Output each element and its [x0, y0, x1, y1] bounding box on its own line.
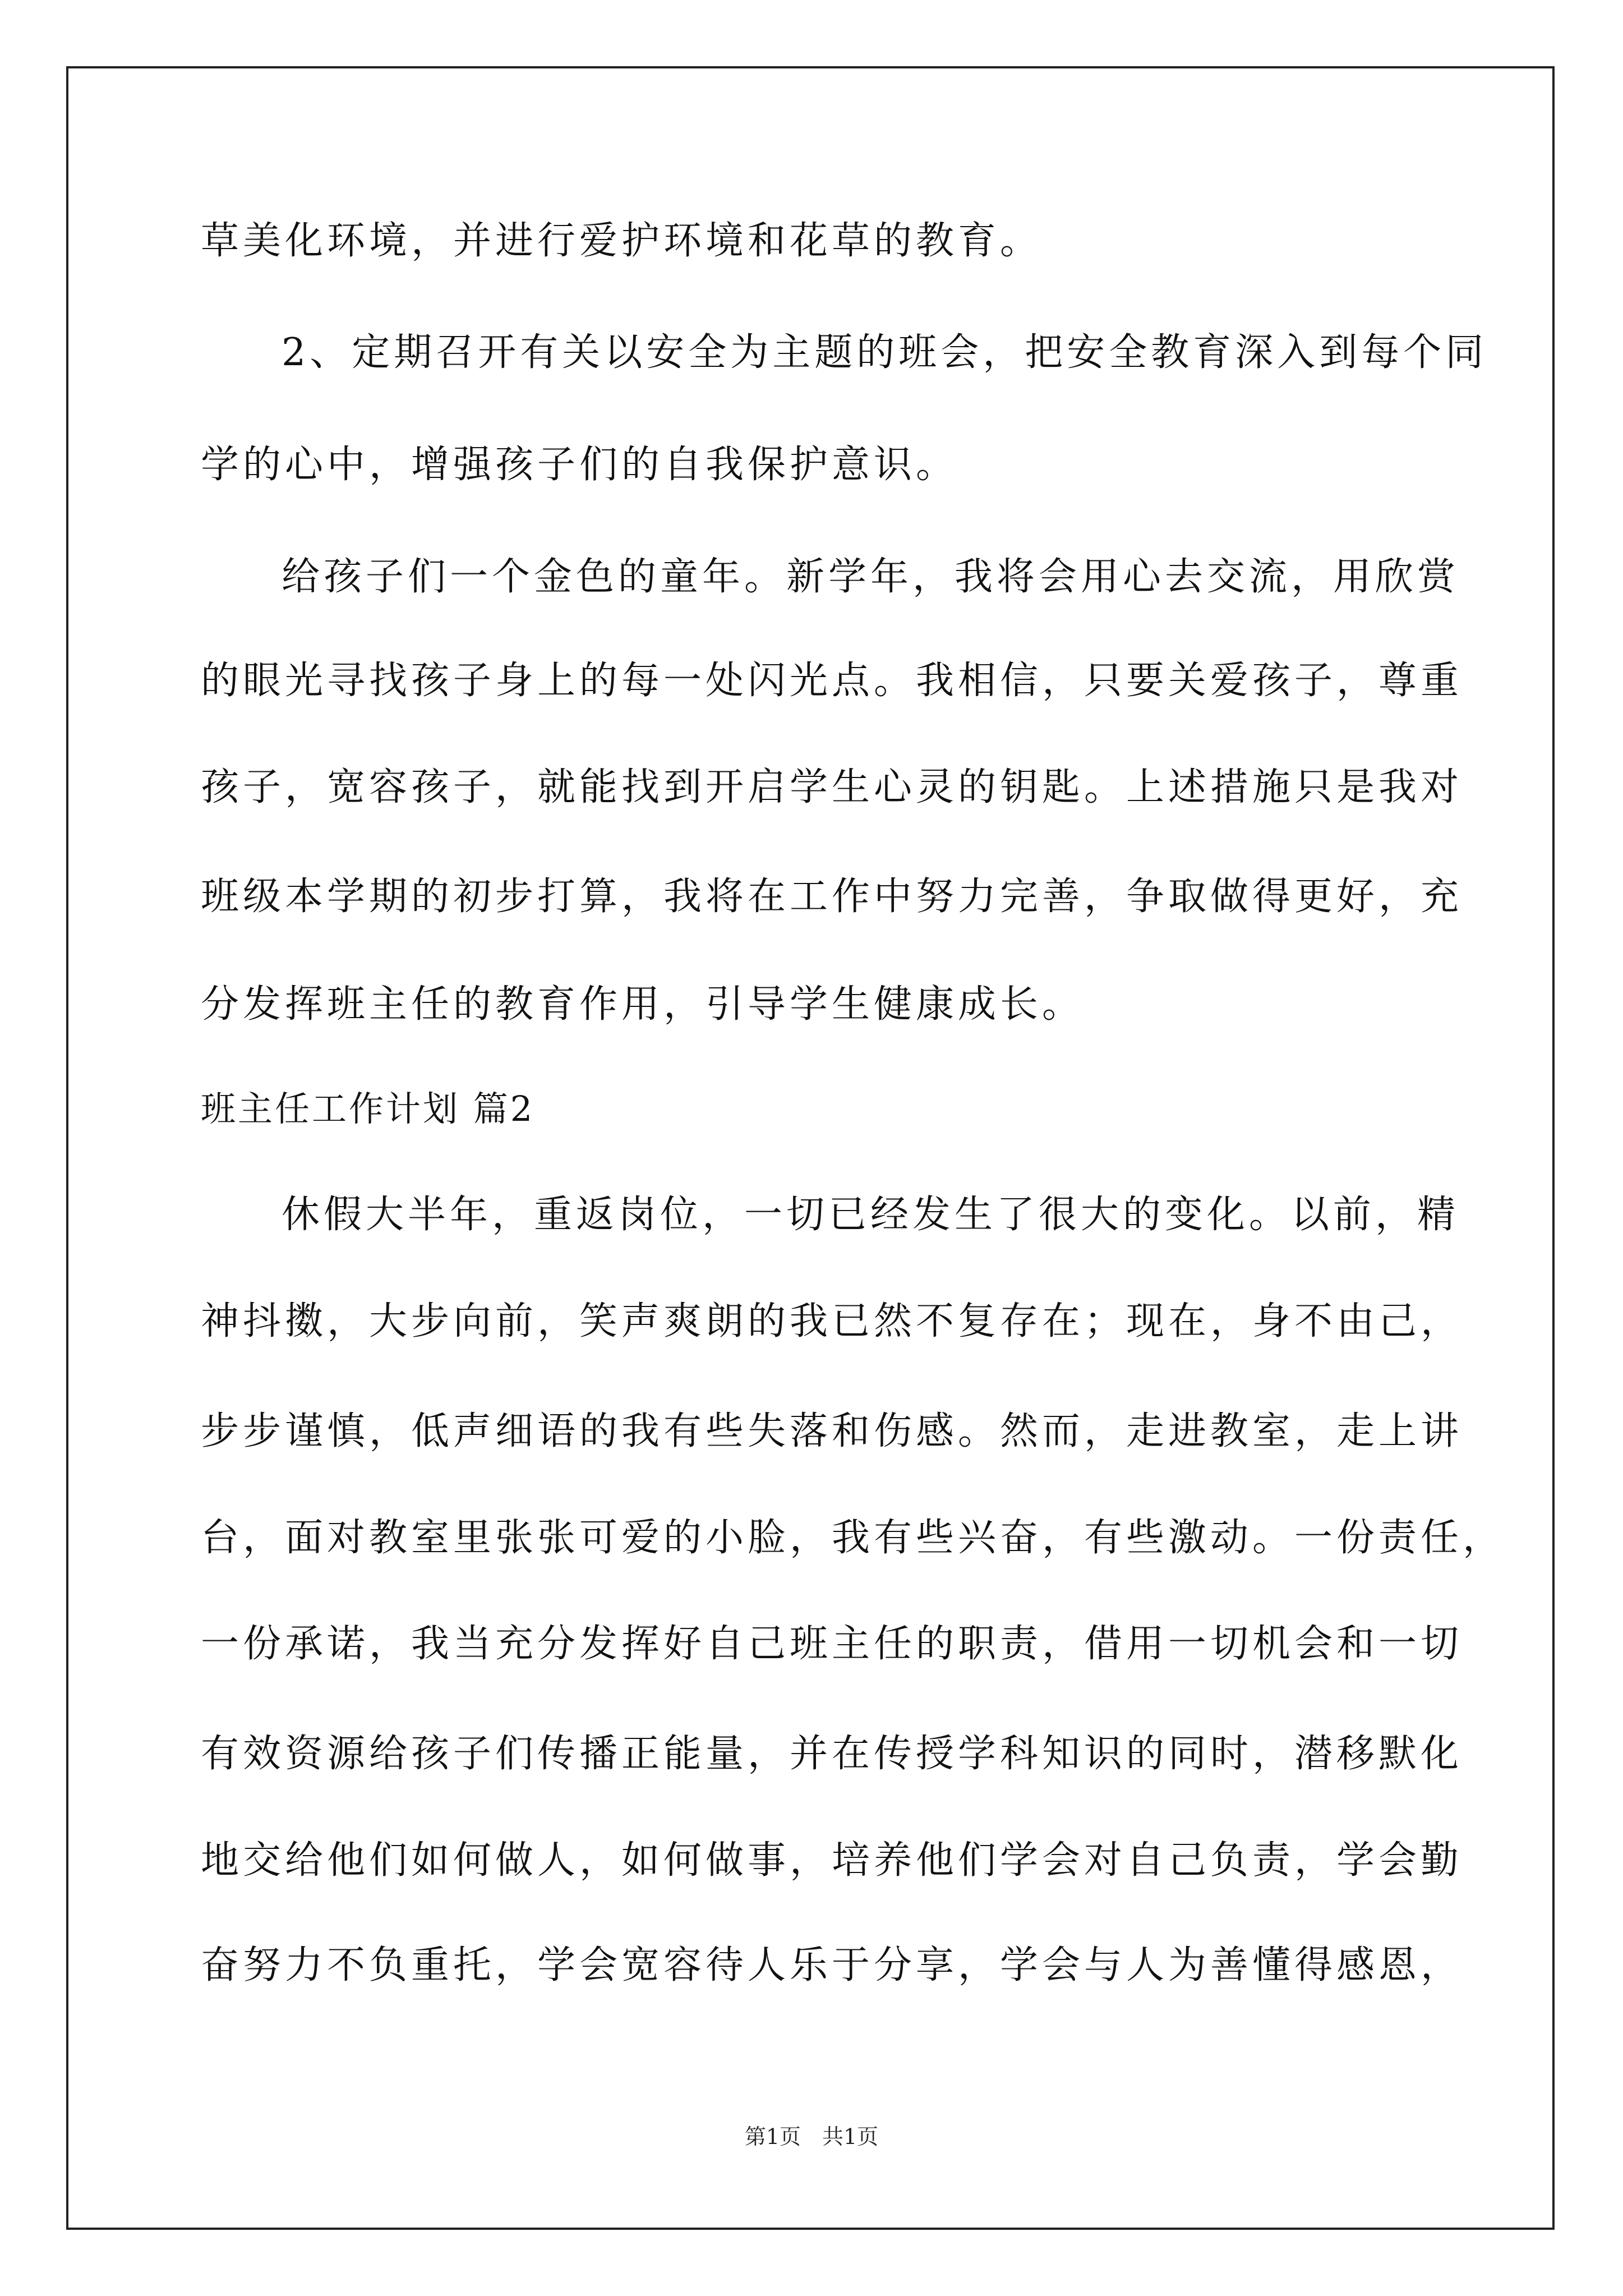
text-line: 休假大半年，重返岗位，一切已经发生了很大的变化。以前，精	[282, 1193, 1460, 1237]
page-border	[66, 66, 1555, 2230]
text-line: 一份承诺，我当充分发挥好自己班主任的职责，借用一切机会和一切	[201, 1622, 1463, 1666]
text-line: 地交给他们如何做人，如何做事，培养他们学会对自己负责，学会勤	[201, 1838, 1463, 1883]
text-line: 班级本学期的初步打算，我将在工作中努力完善，争取做得更好，充	[201, 875, 1463, 919]
text-line: 奋努力不负重托，学会宽容待人乐于分享，学会与人为善懂得感恩，	[201, 1943, 1463, 1987]
text-line: 草美化环境，并进行爱护环境和花草的教育。	[201, 219, 1043, 263]
text-line: 学的心中，增强孩子们的自我保护意识。	[201, 443, 958, 487]
text-line: 台，面对教室里张张可爱的小脸，我有些兴奋，有些激动。一份责任，	[201, 1516, 1505, 1560]
text-line: 步步谨慎，低声细语的我有些失落和伤感。然而，走进教室，走上讲	[201, 1409, 1463, 1453]
text-line: 孩子，宽容孩子，就能找到开启学生心灵的钥匙。上述措施只是我对	[201, 765, 1463, 809]
page-number-footer: 第1页 共1页	[744, 2124, 879, 2149]
text-line: 神抖擞，大步向前，笑声爽朗的我已然不复存在；现在，身不由己，	[201, 1299, 1463, 1343]
text-line: 2、定期召开有关以安全为主题的班会，把安全教育深入到每个同	[282, 330, 1488, 375]
section-heading: 班主任工作计划 篇2	[201, 1088, 535, 1129]
text-line: 有效资源给孩子们传播正能量，并在传授学科知识的同时，潜移默化	[201, 1732, 1463, 1776]
text-line: 的眼光寻找孩子身上的每一处闪光点。我相信，只要关爱孩子，尊重	[201, 659, 1463, 703]
text-line: 给孩子们一个金色的童年。新学年，我将会用心去交流，用欣赏	[282, 555, 1460, 599]
text-line: 分发挥班主任的教育作用，引导学生健康成长。	[201, 982, 1085, 1027]
